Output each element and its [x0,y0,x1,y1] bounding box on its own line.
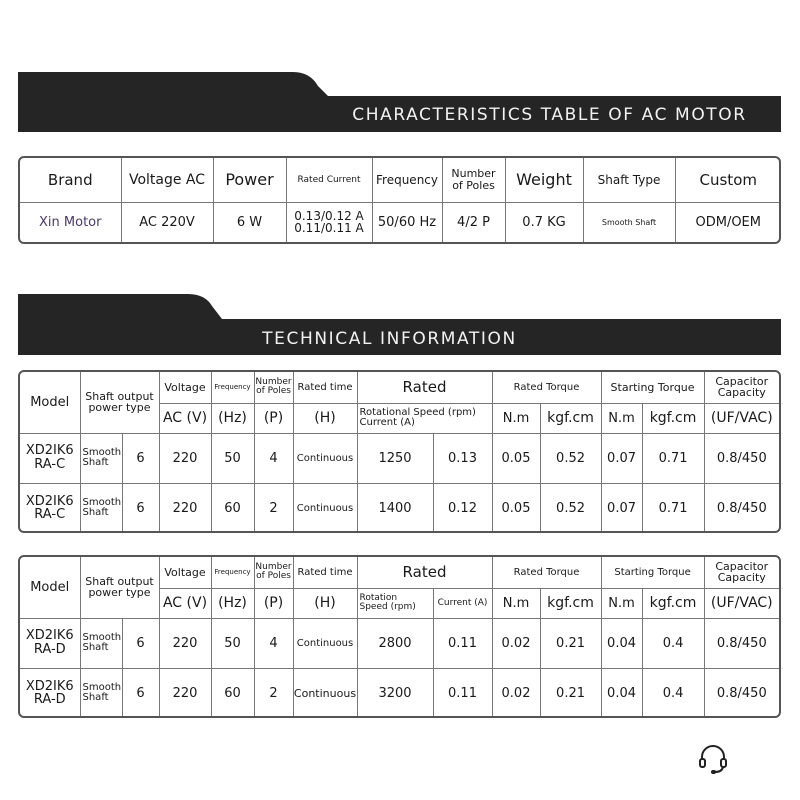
header-p: (P) [254,588,293,618]
frequency-cell: 50 [211,618,254,668]
frequency-cell: 50 [211,433,254,483]
header-hz: (Hz) [211,588,254,618]
model-line2: RA-C [34,457,66,472]
header-poles-line1: Number [255,376,292,387]
header-poles-line1: Number [451,167,496,181]
table-row [20,618,779,668]
current-cell: 0.12 [433,483,492,533]
st-kgf-cell: 0.4 [642,668,704,718]
header-uf: (UF/VAC) [704,588,779,618]
header-poles [254,557,293,588]
tech-table-c [18,370,781,533]
header-current: Current (A) [433,588,492,618]
rt-kgf-cell: 0.52 [540,483,601,533]
current-cell: 0.13 [433,433,492,483]
value-current-line1: 0.13/0.12 A [294,208,364,223]
model-line2: RA-C [34,507,66,523]
header-shaft: Shaft Type [583,158,675,202]
header-frequency: Frequency [372,158,442,202]
header-p: (P) [254,403,293,433]
header-ac-v: AC (V) [159,403,211,433]
header-speed-line1: Rotation [359,592,398,603]
characteristics-title: CHARACTERISTICS TABLE OF AC MOTOR [352,105,747,125]
table-row [20,668,779,718]
value-power: 6 W [213,202,286,242]
header-model: Model [20,372,80,433]
header-frequency: Frequency [211,557,254,588]
header-rt-nm: N.m [492,588,540,618]
technical-title: TECHNICAL INFORMATION [262,329,517,349]
table-row [20,433,779,483]
value-custom: ODM/OEM [675,202,781,242]
value-weight: 0.7 KG [505,202,583,242]
poles-cell: 2 [254,668,293,718]
header-h: (H) [293,588,357,618]
value-current [286,202,372,242]
value-voltage: AC 220V [121,202,213,242]
header-custom: Custom [675,158,781,202]
power-cell: 6 [122,483,159,533]
technical-banner [18,294,781,355]
model-line2: RA-D [33,692,66,708]
speed-cell: 1400 [357,483,433,533]
rt-kgf-cell: 0.52 [540,433,601,483]
shaft-line1: Smooth [82,446,122,458]
header-rated: Rated [357,557,492,588]
model-cell [20,433,80,483]
header-rt-nm: N.m [492,403,540,433]
header-speed-line2: Speed (rpm) [359,602,416,612]
speed-cell: 1250 [357,433,433,483]
power-cell: 6 [122,433,159,483]
table-row [20,483,779,533]
shaft-line1: Smooth [82,496,122,508]
header-capacitor [704,372,779,403]
time-cell: Continuous [293,483,357,533]
cap-cell: 0.8/450 [704,433,779,483]
header-rt-kgf: kgf.cm [540,403,601,433]
header-starting-torque: Starting Torque [601,372,704,403]
shaft-cell [80,433,122,483]
header-frequency: Frequency [211,372,254,403]
header-poles-line1: Number [255,561,292,572]
model-cell [20,668,80,718]
header-h: (H) [293,403,357,433]
header-rated: Rated [357,372,492,403]
header-rated-torque: Rated Torque [492,372,601,403]
value-brand: Xin Motor [20,202,121,242]
header-st-nm: N.m [601,588,642,618]
st-nm-cell: 0.07 [601,433,642,483]
header-poles [254,372,293,403]
cap-cell: 0.8/450 [704,668,779,718]
shaft-cell [80,483,122,533]
voltage-cell: 220 [159,433,211,483]
poles-cell: 4 [254,618,293,668]
value-shaft: Smooth Shaft [583,202,675,242]
header-shaft-line2: power type [88,586,151,600]
rt-nm-cell: 0.02 [492,618,540,668]
model-line1: XD2IK6 [25,443,74,459]
voltage-cell: 220 [159,483,211,533]
time-cell: Continuous [293,618,357,668]
model-cell [20,483,80,533]
header-shaft-power [80,372,159,433]
shaft-line1: Smooth [82,631,122,643]
shaft-line2: Shaft [82,692,109,704]
header-st-kgf: kgf.cm [642,588,704,618]
header-st-kgf: kgf.cm [642,403,704,433]
value-poles: 4/2 P [442,202,505,242]
model-line1: XD2IK6 [25,628,74,644]
current-cell: 0.11 [433,668,492,718]
voltage-cell: 220 [159,618,211,668]
rt-kgf-cell: 0.21 [540,618,601,668]
poles-cell: 4 [254,433,293,483]
cap-cell: 0.8/450 [704,483,779,533]
current-cell: 0.11 [433,618,492,668]
header-speed-line2: Current (A) [359,417,415,428]
header-capacitor-line1: Capacitor [715,559,769,573]
header-power: Power [213,158,286,202]
tech-table-d [18,555,781,718]
header-rated-time: Rated time [293,372,357,403]
rt-nm-cell: 0.05 [492,433,540,483]
value-frequency: 50/60 Hz [372,202,442,242]
st-nm-cell: 0.04 [601,618,642,668]
voltage-cell: 220 [159,668,211,718]
value-current-line2: 0.11/0.11 A [294,221,364,236]
header-rt-kgf: kgf.cm [540,588,601,618]
header-hz: (Hz) [211,403,254,433]
model-line1: XD2IK6 [25,493,74,509]
shaft-line2: Shaft [82,507,109,519]
rt-kgf-cell: 0.21 [540,668,601,718]
header-speed [357,588,433,618]
st-kgf-cell: 0.71 [642,483,704,533]
header-starting-torque: Starting Torque [601,557,704,588]
header-poles [442,158,505,202]
header-shaft-line1: Shaft output [85,574,154,588]
header-poles-line2: of Poles [256,386,291,397]
shaft-cell [80,668,122,718]
header-model: Model [20,557,80,618]
header-voltage: Voltage [159,557,211,588]
header-shaft-power [80,557,159,618]
rt-nm-cell: 0.02 [492,668,540,718]
header-voltage: Voltage [159,372,211,403]
header-capacitor-line2: Capacity [717,571,766,585]
headset-icon[interactable] [696,742,730,776]
st-nm-cell: 0.04 [601,668,642,718]
model-line1: XD2IK6 [25,678,74,694]
speed-cell: 3200 [357,668,433,718]
header-poles-line2: of Poles [452,178,495,192]
header-shaft-line2: power type [88,401,151,415]
st-kgf-cell: 0.4 [642,618,704,668]
cap-cell: 0.8/450 [704,618,779,668]
st-kgf-cell: 0.71 [642,433,704,483]
header-speed-line1: Rotational Speed (rpm) [359,406,476,418]
header-rated-time: Rated time [293,557,357,588]
frequency-cell: 60 [211,668,254,718]
st-nm-cell: 0.07 [601,483,642,533]
header-shaft-line1: Shaft output [85,389,154,403]
shaft-cell [80,618,122,668]
power-cell: 6 [122,668,159,718]
time-cell: Continuous [293,433,357,483]
model-line2: RA-D [33,642,66,657]
model-cell [20,618,80,668]
characteristics-banner [18,72,781,132]
power-cell: 6 [122,618,159,668]
shaft-line2: Shaft [82,642,109,653]
speed-cell: 2800 [357,618,433,668]
header-rated-current: Rated Current [286,158,372,202]
header-speed [357,403,492,433]
header-capacitor-line1: Capacitor [715,374,769,388]
characteristics-table [18,156,781,244]
time-cell: Continuous [293,668,357,718]
header-st-nm: N.m [601,403,642,433]
header-capacitor [704,557,779,588]
frequency-cell: 60 [211,483,254,533]
header-brand: Brand [20,158,121,202]
header-uf: (UF/VAC) [704,403,779,433]
shaft-line1: Smooth [82,681,122,693]
header-poles-line2: of Poles [256,571,291,582]
shaft-line2: Shaft [82,457,109,468]
header-voltage: Voltage AC [121,158,213,202]
poles-cell: 2 [254,483,293,533]
header-ac-v: AC (V) [159,588,211,618]
header-rated-torque: Rated Torque [492,557,601,588]
header-capacitor-line2: Capacity [717,386,766,400]
header-weight: Weight [505,158,583,202]
rt-nm-cell: 0.05 [492,483,540,533]
